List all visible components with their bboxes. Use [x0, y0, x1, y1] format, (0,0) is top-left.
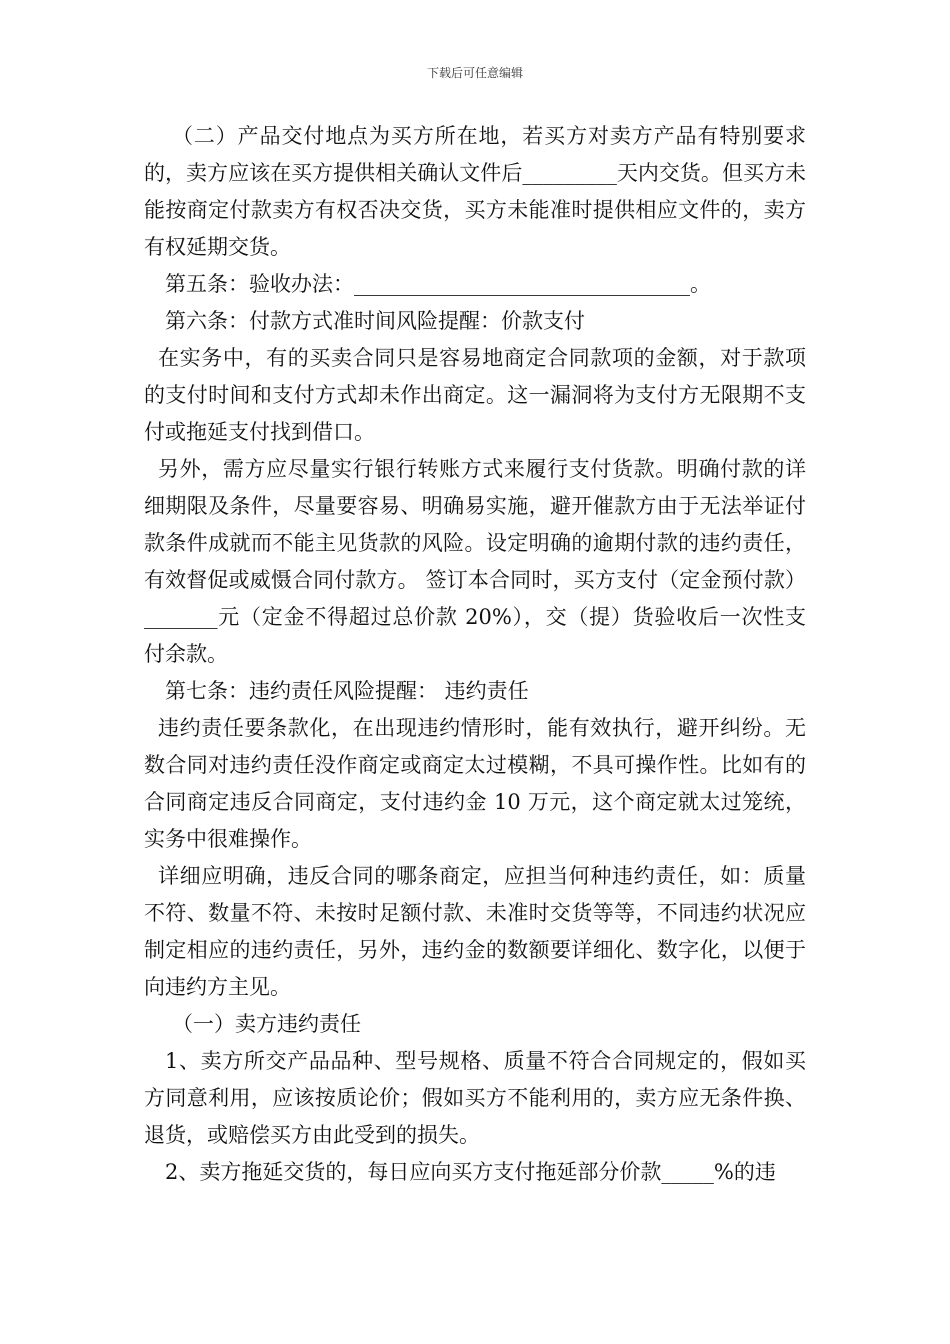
paragraph-article-5: 第五条：验收办法：________________________________。: [165, 272, 711, 296]
paragraph-liability-clause: 违约责任要条款化，在出现违约情形时，能有效执行，避开纠纷。无数合同对违约责任没作商定或商定太过模糊，不具可操作性。比如有的合同商定违反合同商定，支付违约金 10 万元，这个商定就太过笼统，实务中很难操作。: [144, 716, 806, 851]
paragraph-payment-detail: 另外，需方应尽量实行银行转账方式来履行支付货款。明确付款的详细期限及条件，尽量要容易、明确易实施，避开催款方由于无法举证付款条件成就而不能主见货款的风险。设定明确的逾期付款的违约责任，有效督促或威慑合同付款方。 签订本合同时，买方支付（定金预付款）_______元（定金不得超过总价款 20%），交（提）货验收后一次性支付余款。: [144, 457, 806, 666]
paragraph-seller-liability-2: 2、卖方拖延交货的，每日应向买方支付拖延部分价款_____%的违: [165, 1160, 776, 1184]
paragraph-seller-liability-heading: （一）卖方违约责任: [172, 1012, 361, 1036]
paragraph-delivery-location: （二）产品交付地点为买方所在地，若买方对卖方产品有特别要求的，卖方应该在买方提供相关确认文件后_________天内交货。但买方未能按商定付款卖方有权否决交货，买方未能准时提供相应文件的，卖方有权延期交货。: [144, 124, 806, 259]
paragraph-seller-liability-1: 1、卖方所交产品品种、型号规格、质量不符合合同规定的，假如买方同意利用，应该按质论价；假如买方不能利用的，卖方应无条件换、退货，或赔偿买方由此受到的损失。: [144, 1049, 806, 1147]
document-body: [144, 118, 806, 1191]
paragraph-liability-detail: 详细应明确，违反合同的哪条商定，应担当何种违约责任，如：质量不符、数量不符、未按时足额付款、未准时交货等等，不同违约状况应制定相应的违约责任，另外，违约金的数额要详细化、数字化，以便于向违约方主见。: [144, 864, 806, 999]
paragraph-payment-note: 在实务中，有的买卖合同只是容易地商定合同款项的金额，对于款项的支付时间和支付方式却未作出商定。这一漏洞将为支付方无限期不支付或拖延支付找到借口。: [144, 346, 806, 444]
page-header: 下载后可任意编辑: [426, 66, 523, 80]
paragraph-article-7: 第七条：违约责任风险提醒： 违约责任: [165, 679, 529, 703]
paragraph-article-6: 第六条：付款方式准时间风险提醒：价款支付: [165, 309, 585, 333]
